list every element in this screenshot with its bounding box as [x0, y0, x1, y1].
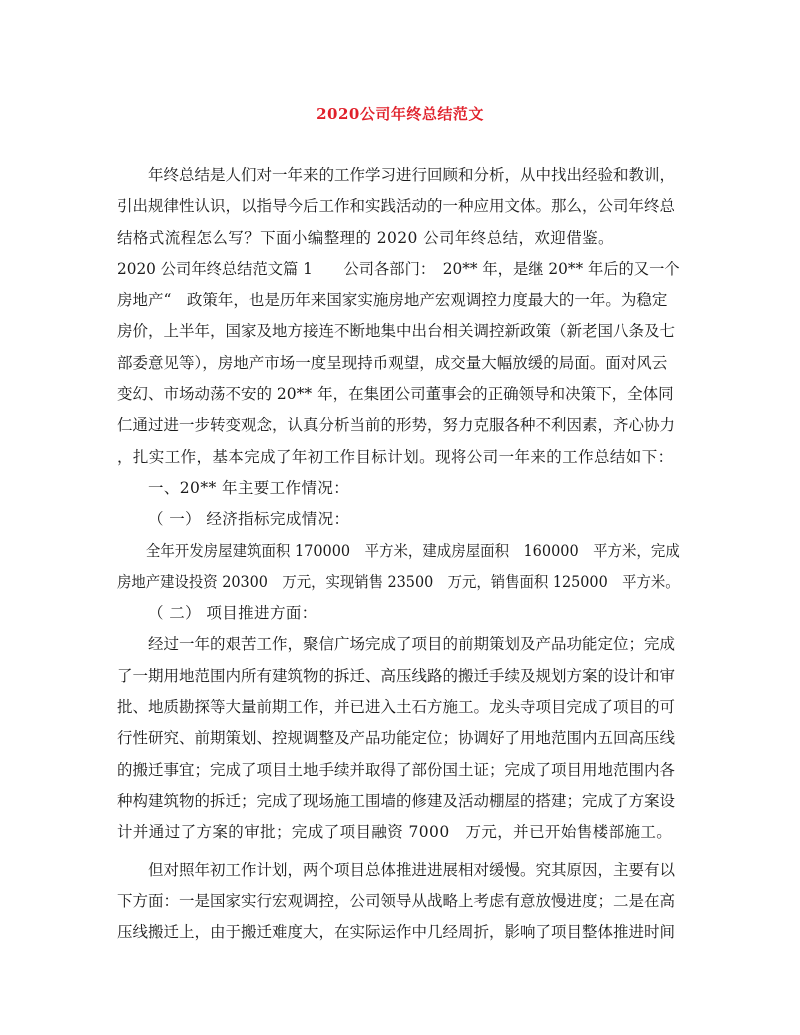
- text-line: 年终总结是人们对一年来的工作学习进行回顾和分析，从中找出经验和教训，: [148, 166, 676, 184]
- text-line: 种构建筑物的拆迁；完成了现场施工围墙的修建及活动棚屋的搭建；完成了方案设: [117, 791, 676, 810]
- text-line: 但对照年初工作计划，两个项目总体推进进展相对缓慢。究其原因，主要有以: [148, 860, 676, 879]
- text-line: 了一期用地范围内所有建筑物的拆迁、高压线路的搬迁手续及规划方案的设计和审: [117, 666, 676, 685]
- paragraph-article-1: [117, 254, 680, 473]
- text-line: ，扎实工作，基本完成了年初工作目标计划。现将公司一年来的工作总结如下：: [117, 447, 674, 466]
- section-heading-1-1: [117, 504, 680, 535]
- text-line: （ 一） 经济指标完成情况：: [148, 510, 350, 529]
- paragraph-delay: [117, 855, 680, 949]
- text-line: 行性研究、前期策划、控规调整及产品功能定位；协调好了用地范围内五回高压线: [117, 729, 676, 748]
- text-line: 计并通过了方案的审批；完成了项目融资 7000 万元，并已开始售楼部施工。: [117, 823, 673, 842]
- paragraph-intro: [117, 160, 680, 254]
- text-line: 经过一年的艰苦工作，聚信广场完成了项目的前期策划及产品功能定位；完成: [148, 635, 676, 654]
- text-line: 结格式流程怎么写？下面小编整理的 2020 公司年终总结，欢迎借鉴。: [117, 228, 614, 247]
- text-line: 压线搬迁上，由于搬迁难度大，在实际运作中几经周折，影响了项目整体推进时间: [117, 923, 676, 942]
- text-line: 变幻、市场动荡不安的 20** 年，在集团公司董事会的正确领导和决策下，全体同: [117, 385, 674, 404]
- document-body: [117, 160, 680, 948]
- text-line: 部委意见等），房地产市场一度呈现持币观望，成交量大幅放缓的局面。面对风云: [117, 353, 668, 372]
- text-line: 房地产建设投资 20300 万元，实现销售 23500 万元，销售面积 125000 平方米。: [117, 572, 680, 591]
- text-line: （ 二） 项目推进方面：: [148, 604, 318, 623]
- paragraph-economic: [117, 536, 680, 599]
- section-heading-1-2: [117, 598, 680, 629]
- text-line: 全年开发房屋建筑面积 170000 平方米，建成房屋面积 160000 平方米，完成: [145, 541, 680, 560]
- text-line: 下方面：一是国家实行宏观调控，公司领导从战略上考虑有意放慢进度；二是在高: [117, 891, 676, 910]
- text-line: 引出规律性认识，以指导今后工作和实践活动的一种应用文体。那么，公司年终总: [117, 197, 676, 216]
- section-heading-1: [117, 473, 680, 504]
- text-line: 批、地质勘探等大量前期工作，并已进入土石方施工。龙头寺项目完成了项目的可: [117, 698, 676, 717]
- text-line: 房价，上半年，国家及地方接连不断地集中出台相关调控新政策（新老国八条及七: [117, 322, 676, 341]
- paragraph-projects: [117, 629, 680, 848]
- text-line: 一、20** 年主要工作情况：: [148, 478, 350, 497]
- document-title: 2020公司年终总结范文: [316, 105, 484, 123]
- text-line: 房地产“ 政策年，也是历年来国家实施房地产宏观调控力度最大的一年。为稳定: [117, 291, 668, 310]
- text-line: 的搬迁事宜；完成了项目土地手续并取得了部份国土证；完成了项目用地范围内各: [117, 760, 676, 779]
- text-line: 2020 公司年终总结范文篇 1 公司各部门： 20** 年，是继 20** 年后的又一个: [117, 259, 680, 278]
- text-line: 仁通过进一步转变观念，认真分析当前的形势，努力克服各种不利因素，齐心协力: [117, 416, 676, 435]
